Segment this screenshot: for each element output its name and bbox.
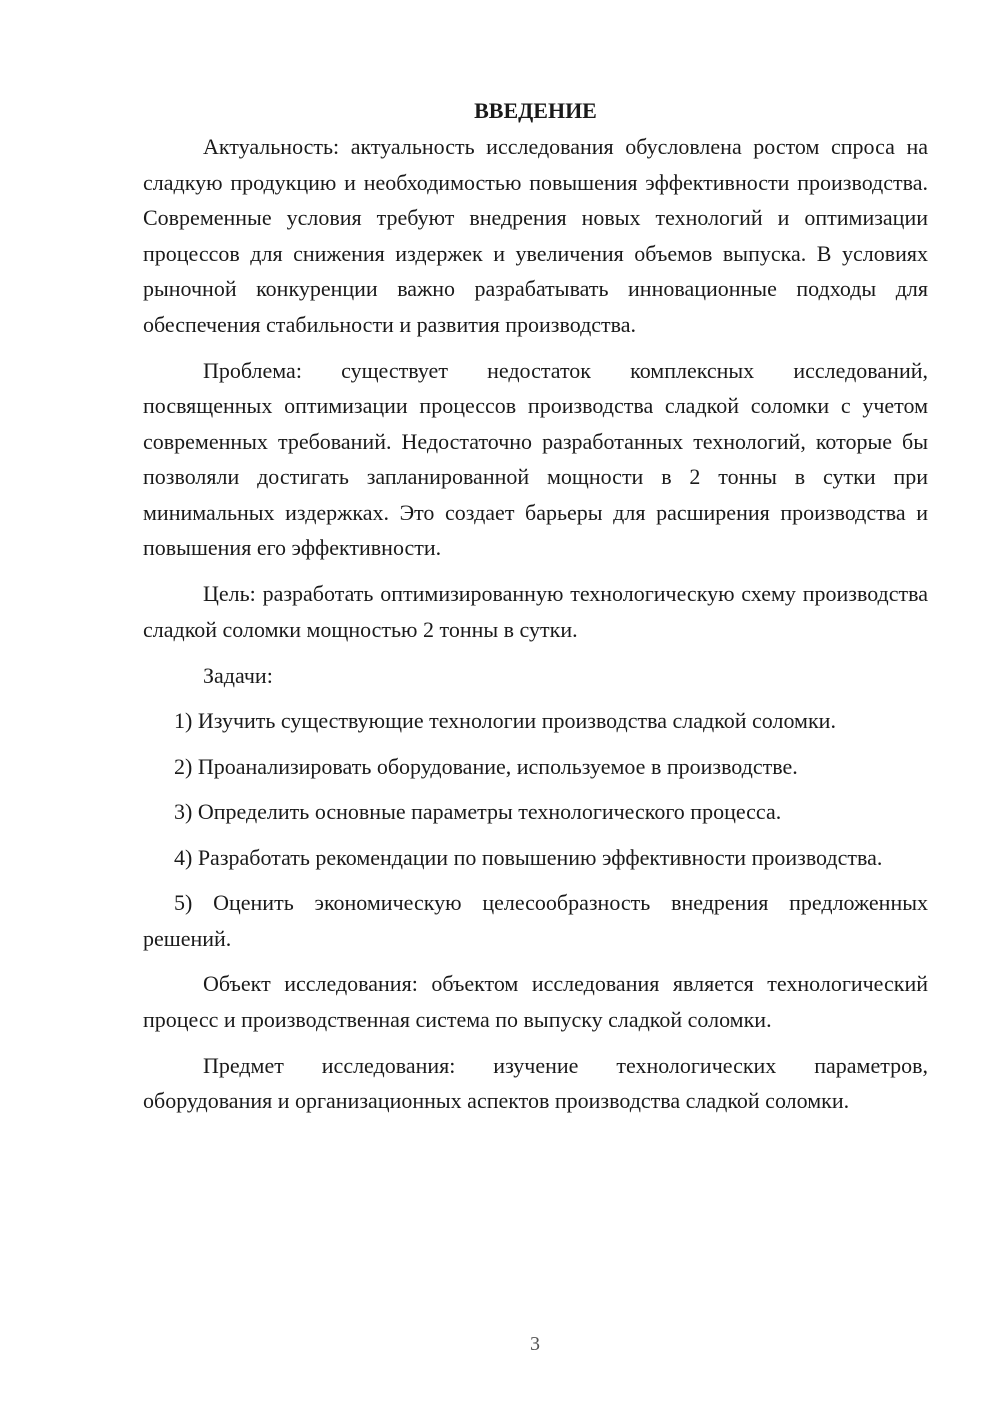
relevance-paragraph: Актуальность: актуальность исследования обусловлена ростом спроса на сладкую продукцию и необходимостью повышения эффективности производства. Современные условия требуют внедрения новых технологий и оптимизации процессов для снижения издержек и увеличения объемов выпуска. В условиях рыночной конкуренции важно разрабатывать инновационные подходы для обеспечения стабильности и развития производства.: [143, 134, 928, 337]
task-item-3: 3) Определить основные параметры технологического процесса.: [174, 799, 782, 824]
problem-paragraph: Проблема: существует недостаток комплексных исследований, посвященных оптимизации процессов производства сладкой соломки с учетом современных требований. Недостаточно разработанных технологий, которые бы позволяли достигать запланированной мощности в 2 тонны в сутки при минимальных издержках. Это создает барьеры для расширения производства и повышения его эффективности.: [143, 357, 928, 560]
page-number: 3: [530, 1333, 540, 1355]
document-page: [143, 95, 928, 1129]
section-title: ВВЕДЕНИЕ: [474, 98, 597, 123]
goal-paragraph: Цель: разработать оптимизированную технологическую схему производства сладкой соломки мощностью 2 тонны в сутки.: [143, 581, 928, 642]
task-item-5: 5) Оценить экономическую целесообразность внедрения предложенных решений.: [143, 890, 928, 951]
task-item-1: 1) Изучить существующие технологии производства сладкой соломки.: [174, 708, 836, 733]
tasks-heading: Задачи:: [203, 662, 273, 688]
object-paragraph: Объект исследования: объектом исследования является технологический процесс и производственная система по выпуску сладкой соломки.: [143, 971, 928, 1032]
subject-paragraph: Предмет исследования: изучение технологических параметров, оборудования и организационных аспектов производства сладкой соломки.: [143, 1052, 928, 1113]
task-item-2: 2) Проанализировать оборудование, используемое в производстве.: [174, 753, 798, 779]
task-item-4: 4) Разработать рекомендации по повышению эффективности производства.: [174, 844, 883, 870]
